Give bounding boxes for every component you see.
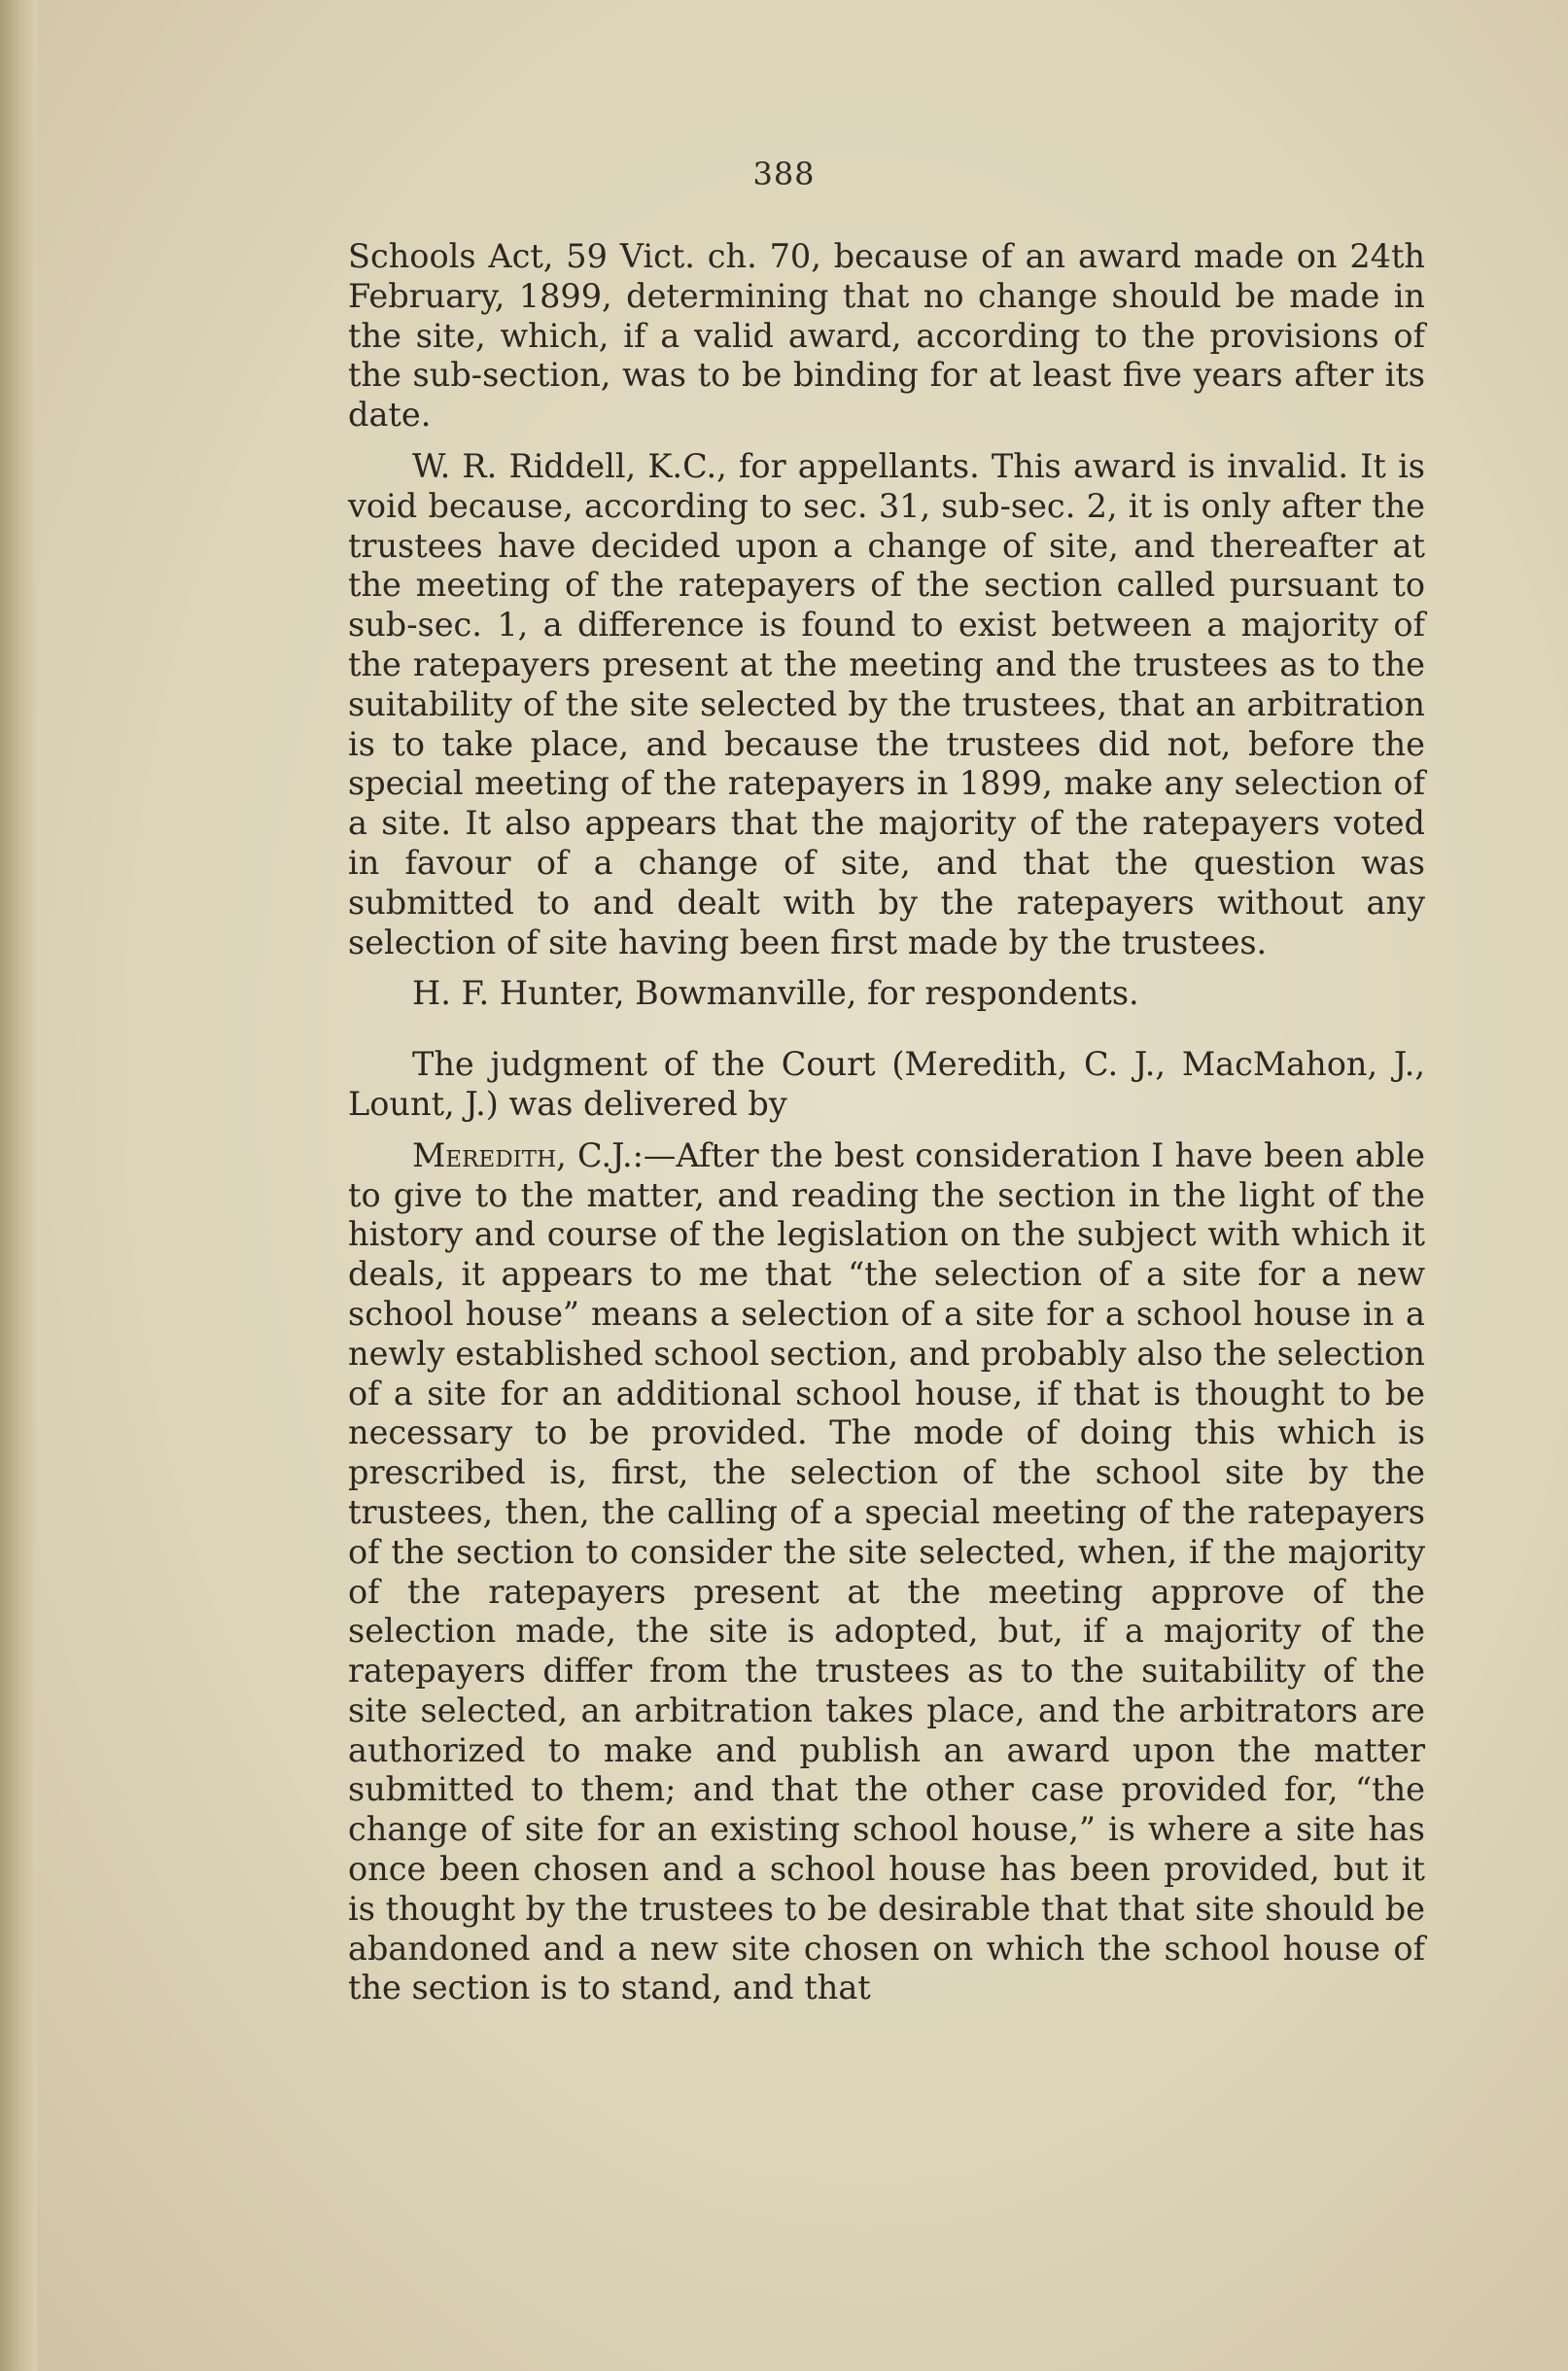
paragraph-judgment-intro: The judgment of the Court (Meredith, C. J., MacMahon, J., Lount, J.) was delivered by	[348, 1045, 1425, 1123]
page-number: 388	[752, 156, 816, 192]
page-body	[348, 237, 1425, 2008]
paragraph-appellants-argument: W. R. Riddell, K.C., for appellants. This award is invalid. It is void because, according to sec. 31, sub-sec. 2, it is only after the trustees have decided upon a change of site, and thereafter at the meeting of the ratepayers of the section called pursuant to sub-sec. 1, a difference is found to exist between a majority of the ratepayers present at the meeting and the trustees as to the suitability of the site selected by the trustees, that an arbitration is to take place, and because the trustees did not, before the special meeting of the ratepayers in 1899, make any selection of a site. It also appears that the majority of the ratepayers voted in favour of a change of site, and that the question was submitted to and dealt with by the ratepayers without any selection of site having been first made by the trustees.	[348, 446, 1425, 961]
judge-name: Meredith, C.J.	[412, 1135, 633, 1174]
judgment-text: :—After the best consideration I have been able to give to the matter, and reading the section in the light of the history and course of the legislation on the subject with which it deals, it appears to me that “the selection of a site for a new school house” means a selection of a site for a school house in a newly established school section, and probably also the selection of a site for an additional school house, if that is thought to be necessary to be provided. The mode of doing this which is prescribed is, first, the selection of the school site by the trustees, then, the calling of a special meeting of the ratepayers of the section to consider the site selected, when, if the majority of the ratepayers present at the meeting approve of the selection made, the site is adopted, but, if a majority of the ratepayers differ from the trustees as to the suitability of the site selected, an arbitration takes place, and the arbitrators are authorized to make and publish an award upon the matter submitted to them; and that the other case provided for, “the change of site for an existing school house,” is where a site has once been chosen and a school house has been provided, but it is thought by the trustees to be desirable that that site should be abandoned and a new site chosen on which the school house of the section is to stand, and that	[348, 1135, 1425, 2007]
paragraph-judgment	[348, 1136, 1425, 2009]
paragraph-respondents-counsel: H. F. Hunter, Bowmanville, for respondents.	[412, 974, 1139, 1013]
paragraph-continuation: Schools Act, 59 Vict. ch. 70, because of an award made on 24th February, 1899, determining that no change should be made in the site, which, if a valid award, according to the provisions of the sub-section, was to be binding for at least five years after its date.	[348, 237, 1425, 435]
page-binding-edge	[0, 0, 37, 2371]
